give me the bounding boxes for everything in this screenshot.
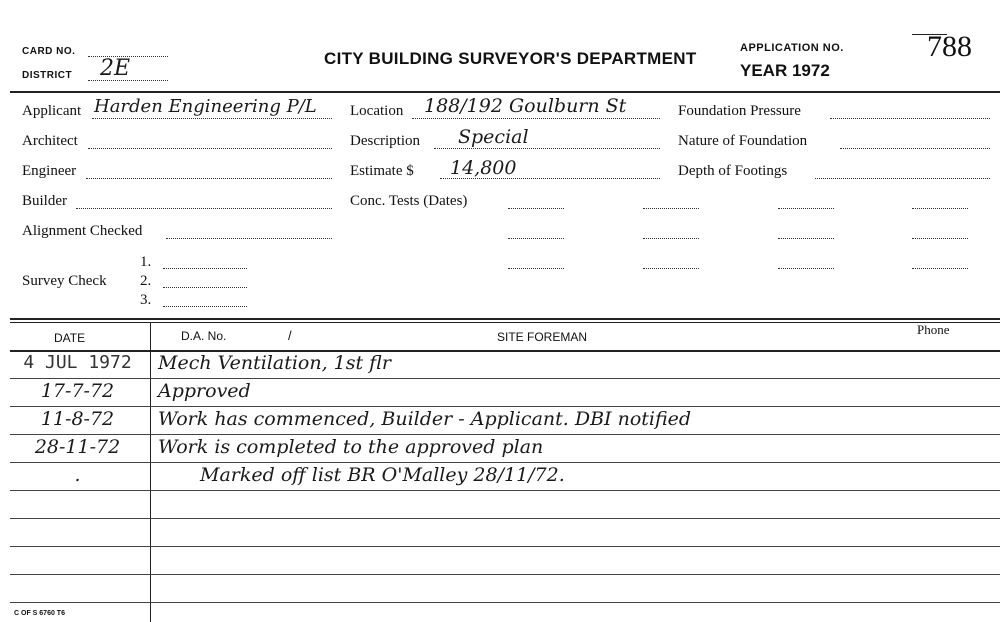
entry-text: Mech Ventilation, 1st flr xyxy=(158,352,391,374)
conc-test-line xyxy=(778,268,834,269)
row-rule xyxy=(10,602,1000,603)
alignment-label: Alignment Checked xyxy=(22,223,143,239)
nature-foundation-line xyxy=(840,148,990,149)
da-no-header: D.A. No. xyxy=(181,329,227,343)
conc-test-line xyxy=(778,238,834,239)
builder-line xyxy=(76,208,332,209)
conc-test-line xyxy=(912,238,968,239)
description-value: Special xyxy=(458,126,529,148)
entry-date: 4 JUL 1972 xyxy=(23,352,132,373)
fields-top-rule xyxy=(10,91,1000,93)
location-label: Location xyxy=(350,103,404,119)
site-foreman-header: SITE FOREMAN xyxy=(497,330,588,344)
table-row xyxy=(0,408,1000,436)
entry-text: Work is completed to the approved plan xyxy=(158,436,544,458)
year-label: YEAR 1972 xyxy=(740,61,830,80)
conc-test-line xyxy=(643,238,699,239)
application-no-label: APPLICATION NO. xyxy=(740,42,844,54)
survey-line-1 xyxy=(163,268,247,269)
applicant-line xyxy=(92,118,332,119)
survey-line-2 xyxy=(163,287,247,288)
location-line xyxy=(412,118,660,119)
estimate-value: 14,800 xyxy=(450,157,517,179)
entry-text: Marked off list BR O'Malley 28/11/72. xyxy=(200,464,565,486)
survey-item-1: 1. xyxy=(140,254,152,270)
da-no-separator: / xyxy=(288,328,292,343)
alignment-line xyxy=(166,238,332,239)
form-code: C OF S 6760 T6 xyxy=(14,610,65,617)
row-rule xyxy=(10,574,1000,575)
survey-item-2: 2. xyxy=(140,273,152,289)
depth-footings-line xyxy=(815,178,990,179)
architect-label: Architect xyxy=(22,133,78,149)
entry-text: Work has commenced, Builder - Applicant. DBI notified xyxy=(158,408,692,430)
nature-foundation-label: Nature of Foundation xyxy=(678,133,808,149)
description-label: Description xyxy=(350,133,420,149)
foundation-pressure-line xyxy=(830,118,990,119)
phone-header: Phone xyxy=(917,322,950,337)
conc-tests-label: Conc. Tests (Dates) xyxy=(350,193,468,209)
conc-test-line xyxy=(508,208,564,209)
table-row xyxy=(0,380,1000,408)
table-row xyxy=(0,464,1000,492)
district-value: 2E xyxy=(100,56,131,81)
district-label: DISTRICT xyxy=(22,70,73,81)
table-row xyxy=(0,436,1000,464)
row-rule xyxy=(10,546,1000,547)
engineer-label: Engineer xyxy=(22,163,77,179)
foundation-pressure-label: Foundation Pressure xyxy=(678,103,801,119)
depth-footings-label: Depth of Footings xyxy=(678,163,788,179)
conc-test-line xyxy=(643,268,699,269)
engineer-line xyxy=(86,178,332,179)
row-rule xyxy=(10,518,1000,519)
applicant-value: Harden Engineering P/L xyxy=(94,96,317,117)
conc-test-line xyxy=(643,208,699,209)
card-no-label: CARD NO. xyxy=(22,46,76,57)
conc-test-line xyxy=(912,208,968,209)
architect-line xyxy=(88,148,332,149)
conc-test-line xyxy=(912,268,968,269)
survey-line-3 xyxy=(163,306,247,307)
entry-date: 28-11-72 xyxy=(34,436,121,458)
table-top-rule xyxy=(10,318,1000,320)
application-no-dash xyxy=(912,34,947,35)
survey-label: Survey Check xyxy=(22,273,107,289)
conc-test-line xyxy=(508,268,564,269)
entry-text: Approved xyxy=(158,380,251,402)
entry-date: . xyxy=(74,464,81,486)
date-header: DATE xyxy=(54,331,86,345)
estimate-label: Estimate $ xyxy=(350,163,414,179)
survey-item-3: 3. xyxy=(140,292,152,308)
builder-label: Builder xyxy=(22,193,67,209)
application-no-value: 788 xyxy=(927,30,972,63)
applicant-label: Applicant xyxy=(22,103,82,119)
table-top-rule-inner xyxy=(10,322,1000,323)
conc-test-line xyxy=(778,208,834,209)
entry-date: 11-8-72 xyxy=(40,408,115,430)
department-title: CITY BUILDING SURVEYOR'S DEPARTMENT xyxy=(324,49,697,68)
table-row xyxy=(0,352,1000,380)
conc-test-line xyxy=(508,238,564,239)
description-line xyxy=(434,148,660,149)
location-value: 188/192 Goulburn St xyxy=(424,95,627,117)
entry-date: 17-7-72 xyxy=(40,380,115,402)
